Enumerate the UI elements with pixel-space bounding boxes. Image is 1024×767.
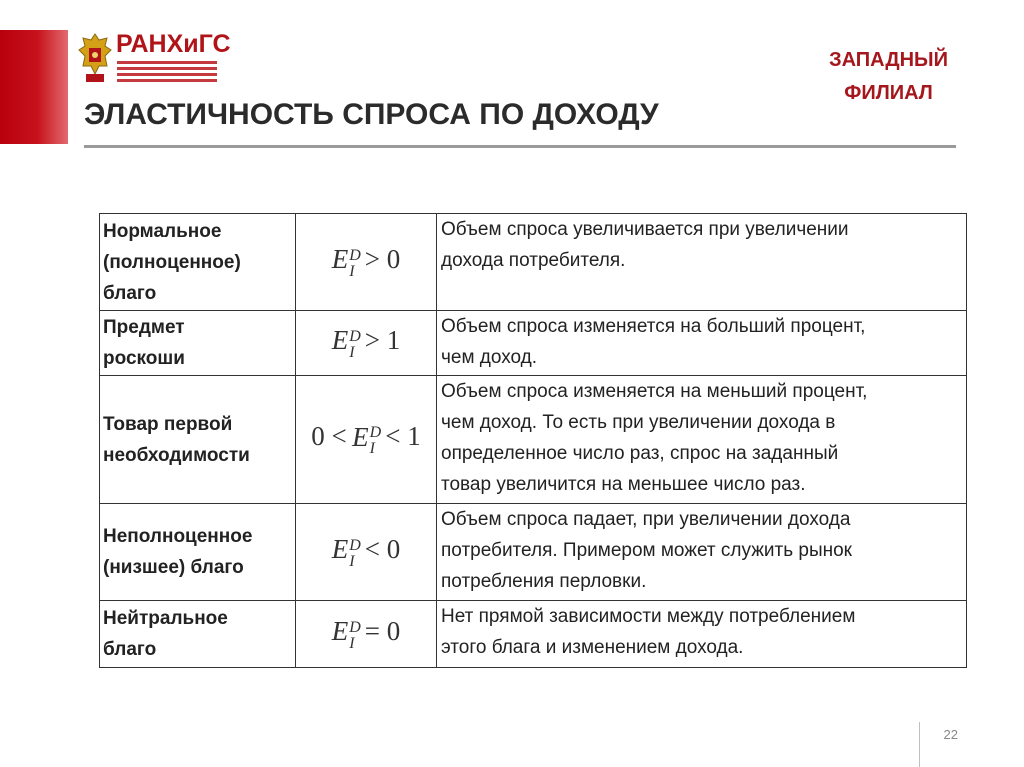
- elasticity-formula: [332, 246, 401, 278]
- formula-superscript: D: [349, 327, 361, 345]
- formula-cell: [296, 376, 437, 504]
- formula-symbol: E: [331, 534, 349, 565]
- formula-cell: [296, 311, 437, 376]
- description-line: Объем спроса падает, при увеличении дохода: [441, 509, 851, 530]
- description-cell: [437, 376, 967, 504]
- good-type-line: (низшее) благо: [103, 557, 244, 578]
- description-cell: [437, 504, 967, 601]
- good-type-cell: [100, 601, 296, 668]
- table-row: [100, 601, 967, 668]
- decorative-red-band: [0, 30, 68, 144]
- formula-symbol: E: [331, 325, 349, 356]
- formula-superscript: D: [349, 618, 361, 636]
- description-line: Объем спроса увеличивается при увеличении: [441, 219, 849, 240]
- elasticity-formula: [332, 327, 401, 359]
- formula-prefix: 0 <: [311, 421, 347, 452]
- page-title: ЭЛАСТИЧНОСТЬ СПРОСА ПО ДОХОДУ: [84, 98, 659, 131]
- formula-symbol: E: [331, 244, 349, 275]
- good-type-cell: [100, 376, 296, 504]
- description-line: определенное число раз, спрос на заданный: [441, 443, 839, 464]
- formula-subscript: I: [369, 440, 375, 458]
- good-type-line: благо: [103, 639, 157, 660]
- good-type-cell: [100, 311, 296, 376]
- table-row: [100, 214, 967, 311]
- description-line: Объем спроса изменяется на больший процент,: [441, 316, 866, 337]
- description-line: товар увеличится на меньшее число раз.: [441, 474, 806, 495]
- description-line: потребителя. Примером может служить рынок: [441, 540, 852, 561]
- good-type-cell: [100, 504, 296, 601]
- description-line: Нет прямой зависимости между потреблением: [441, 606, 856, 627]
- formula-symbol: E: [331, 616, 349, 647]
- formula-relation: < 0: [364, 534, 401, 565]
- branch-label: [829, 44, 948, 110]
- elasticity-formula: [332, 536, 401, 568]
- formula-cell: [296, 601, 437, 668]
- branch-line-2: ФИЛИАЛ: [844, 82, 933, 104]
- elasticity-table: [99, 213, 967, 668]
- formula-relation: < 1: [385, 421, 421, 452]
- formula-symbol: E: [352, 421, 369, 452]
- elasticity-formula: [311, 421, 421, 458]
- good-type-line: необходимости: [103, 444, 250, 466]
- good-type-line: Товар первой: [103, 413, 233, 435]
- formula-subscript: I: [349, 343, 355, 361]
- title-divider: [84, 145, 956, 148]
- page-number-divider: [919, 722, 920, 767]
- good-type-line: роскоши: [103, 348, 185, 369]
- formula-relation: = 0: [364, 616, 401, 647]
- description-line: дохода потребителя.: [441, 250, 626, 271]
- formula-relation: > 0: [364, 244, 401, 275]
- good-type-line: благо: [103, 282, 157, 304]
- eagle-emblem-icon: [78, 30, 112, 86]
- description-cell: [437, 601, 967, 668]
- table-row: [100, 376, 967, 504]
- formula-cell: [296, 214, 437, 311]
- branch-line-1: ЗАПАДНЫЙ: [829, 49, 948, 71]
- description-line: Объем спроса изменяется на меньший процент,: [441, 381, 868, 402]
- ranepa-logo: [78, 30, 231, 90]
- good-type-line: Нормальное: [103, 220, 222, 242]
- description-line: потребления перловки.: [441, 571, 647, 592]
- formula-cell: [296, 504, 437, 601]
- description-line: чем доход.: [441, 347, 538, 368]
- good-type-line: Неполноценное: [103, 526, 253, 547]
- description-cell: [437, 311, 967, 376]
- good-type-line: Предмет: [103, 317, 185, 338]
- description-cell: [437, 214, 967, 311]
- logo-name: РАНХиГС: [116, 30, 231, 58]
- description-line: чем доход. То есть при увеличении дохода в: [441, 412, 836, 433]
- formula-subscript: I: [349, 262, 355, 280]
- formula-relation: > 1: [364, 325, 401, 356]
- formula-subscript: I: [349, 552, 355, 570]
- formula-subscript: I: [349, 634, 355, 652]
- logo-subtitle-lines: [117, 61, 217, 85]
- elasticity-formula: [332, 618, 401, 650]
- table-row: [100, 504, 967, 601]
- page-number: 22: [943, 727, 958, 742]
- good-type-line: Нейтральное: [103, 608, 228, 629]
- table-row: [100, 311, 967, 376]
- formula-superscript: D: [369, 424, 382, 442]
- formula-superscript: D: [349, 246, 361, 264]
- description-line: этого блага и изменением дохода.: [441, 637, 744, 658]
- formula-superscript: D: [349, 536, 361, 554]
- good-type-cell: [100, 214, 296, 311]
- good-type-line: (полноценное): [103, 251, 241, 273]
